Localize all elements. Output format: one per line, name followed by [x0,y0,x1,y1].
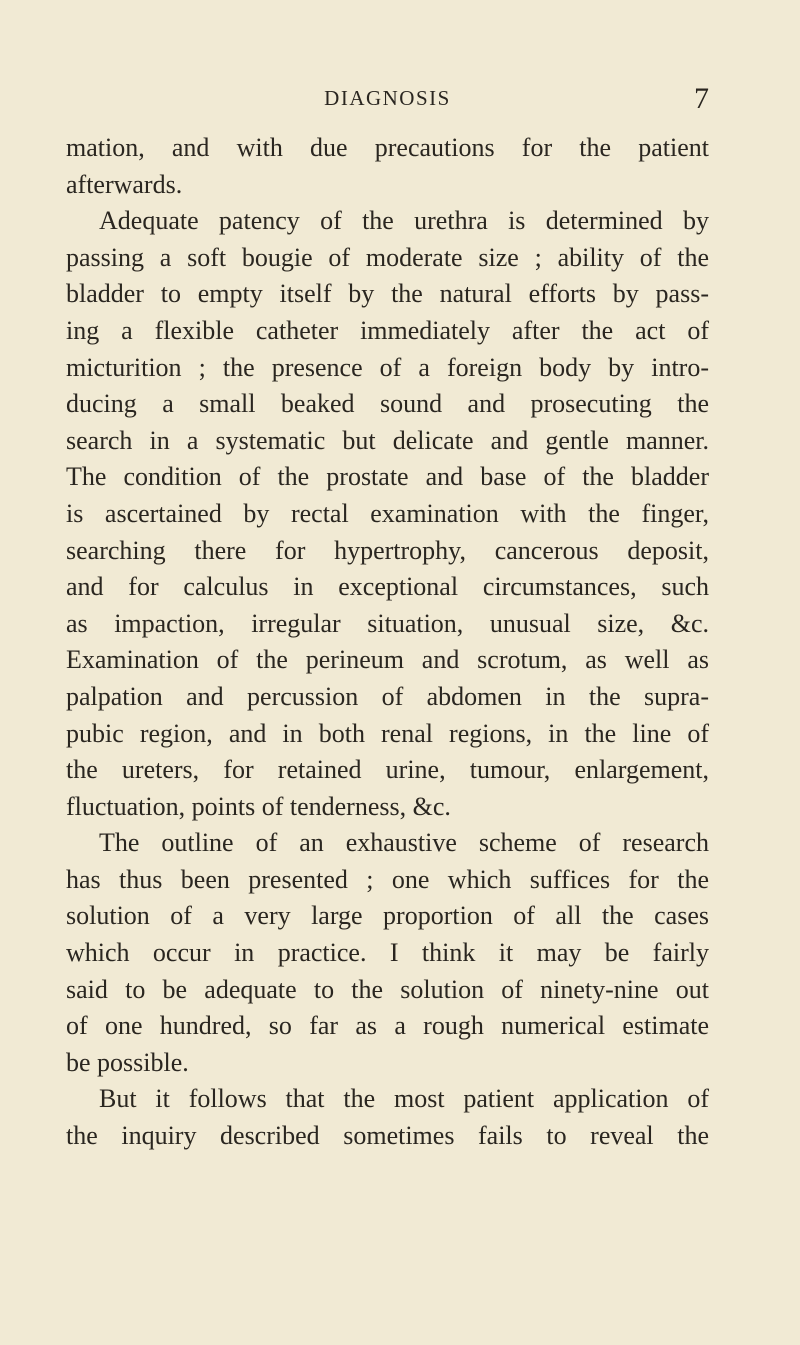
text-line: fluctuation, points of tenderness, &c. [66,791,451,821]
text-line: mation, and with due precautions for the patient [66,133,709,162]
text-line: bladder to empty itself by the natural efforts by pass- [66,279,709,309]
text-line: palpation and percussion of abdomen in the supra- [66,681,709,711]
text-line: has thus been presented ; one which suffices for the [66,864,709,894]
text-line: and for calculus in exceptional circumstances, such [66,572,709,602]
text-line: searching there for hypertrophy, cancerous deposit, [66,535,709,565]
running-title: DIAGNOSIS [324,86,451,110]
page-number: 7 [694,82,709,115]
text-line: The condition of the prostate and base of the bladder [66,462,709,492]
text-line: said to be adequate to the solution of ninety-nine out [66,974,709,1004]
text-line: pubic region, and in both renal regions, in the line of [66,718,709,748]
text-line: which occur in practice. I think it may be fairly [66,938,709,968]
text-line: ing a flexible catheter immediately after the act of [66,315,709,345]
text-line: The outline of an exhaustive scheme of research [99,828,709,858]
text-line: be possible. [66,1047,189,1077]
text-line: of one hundred, so far as a rough numerical estimate [66,1011,709,1041]
text-line: Adequate patency of the urethra is determined by [99,206,709,236]
text-line: search in a systematic but delicate and gentle manner. [66,425,709,455]
text-line: as impaction, irregular situation, unusual size, &c. [66,608,709,638]
running-head [66,82,709,116]
text-line: afterwards. [66,169,183,199]
text-line: the inquiry described sometimes fails to reveal the [66,1121,709,1151]
text-line: solution of a very large proportion of all the cases [66,901,709,931]
text-line: But it follows that the most patient application of [99,1084,709,1114]
text-line: micturition ; the presence of a foreign body by intro- [66,352,709,382]
text-line: Examination of the perineum and scrotum, as well as [66,645,709,675]
text-line: the ureters, for retained urine, tumour, enlargement, [66,755,709,785]
text-line: is ascertained by rectal examination with the finger, [66,498,709,528]
body-text [66,130,709,1155]
text-line: ducing a small beaked sound and prosecuting the [66,389,709,419]
text-line: passing a soft bougie of moderate size ; ability of the [66,242,709,272]
